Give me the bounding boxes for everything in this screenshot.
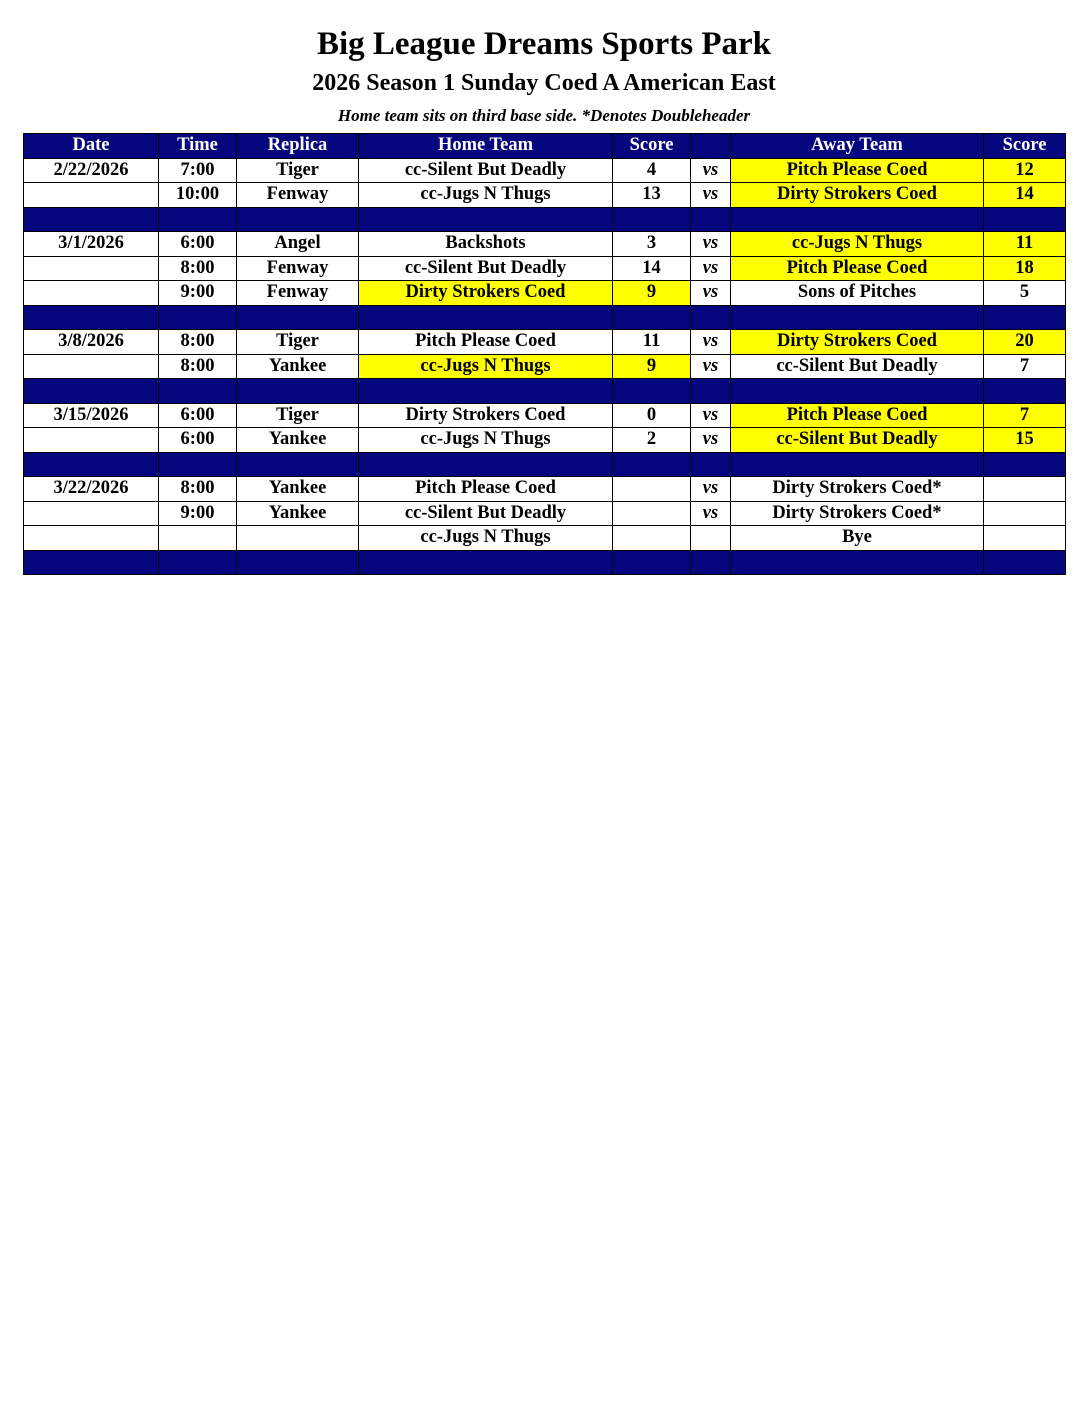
away-team-cell: Pitch Please Coed — [731, 256, 984, 281]
away-team-cell: Bye — [731, 526, 984, 551]
separator-cell — [359, 550, 613, 575]
replica-cell: Yankee — [237, 477, 359, 502]
vs-label: vs — [691, 354, 731, 379]
away-score-cell: 20 — [984, 330, 1066, 355]
home-team-cell: Dirty Strokers Coed — [359, 403, 613, 428]
vs-label: vs — [691, 183, 731, 208]
separator-cell — [159, 305, 237, 330]
away-team-cell: Dirty Strokers Coed* — [731, 501, 984, 526]
col-header-away-score: Score — [984, 134, 1066, 159]
replica-cell: Angel — [237, 232, 359, 257]
separator-cell — [613, 207, 691, 232]
separator-row — [24, 207, 1066, 232]
vs-label: vs — [691, 158, 731, 183]
vs-label — [691, 526, 731, 551]
separator-row — [24, 379, 1066, 404]
separator-cell — [984, 207, 1066, 232]
separator-cell — [691, 452, 731, 477]
home-team-cell: cc-Silent But Deadly — [359, 501, 613, 526]
date-cell: 3/8/2026 — [24, 330, 159, 355]
game-row — [24, 281, 1066, 306]
col-header-home-score: Score — [613, 134, 691, 159]
home-score-cell: 4 — [613, 158, 691, 183]
home-team-cell: cc-Silent But Deadly — [359, 158, 613, 183]
date-cell: 2/22/2026 — [24, 158, 159, 183]
time-cell: 6:00 — [159, 403, 237, 428]
separator-cell — [159, 550, 237, 575]
away-score-cell: 14 — [984, 183, 1066, 208]
vs-label: vs — [691, 477, 731, 502]
separator-cell — [237, 207, 359, 232]
replica-cell: Yankee — [237, 501, 359, 526]
replica-cell: Tiger — [237, 403, 359, 428]
schedule-table — [23, 133, 1066, 575]
away-team-cell: Pitch Please Coed — [731, 403, 984, 428]
game-row — [24, 330, 1066, 355]
separator-cell — [159, 452, 237, 477]
home-score-cell: 13 — [613, 183, 691, 208]
col-header-date: Date — [24, 134, 159, 159]
replica-cell: Fenway — [237, 183, 359, 208]
home-score-cell: 11 — [613, 330, 691, 355]
time-cell: 6:00 — [159, 232, 237, 257]
away-team-cell: Sons of Pitches — [731, 281, 984, 306]
away-score-cell: 15 — [984, 428, 1066, 453]
game-row — [24, 526, 1066, 551]
time-cell: 8:00 — [159, 477, 237, 502]
separator-cell — [691, 379, 731, 404]
separator-cell — [359, 452, 613, 477]
home-score-cell: 9 — [613, 281, 691, 306]
separator-cell — [731, 379, 984, 404]
home-score-cell — [613, 477, 691, 502]
home-team-cell: cc-Silent But Deadly — [359, 256, 613, 281]
time-cell: 8:00 — [159, 256, 237, 281]
separator-cell — [24, 305, 159, 330]
date-cell — [24, 526, 159, 551]
separator-cell — [359, 379, 613, 404]
time-cell: 7:00 — [159, 158, 237, 183]
date-cell: 3/15/2026 — [24, 403, 159, 428]
vs-label: vs — [691, 501, 731, 526]
separator-cell — [613, 452, 691, 477]
replica-cell: Fenway — [237, 281, 359, 306]
game-row — [24, 256, 1066, 281]
away-team-cell: cc-Silent But Deadly — [731, 354, 984, 379]
away-score-cell — [984, 526, 1066, 551]
vs-label: vs — [691, 330, 731, 355]
separator-cell — [613, 550, 691, 575]
col-header-vs — [691, 134, 731, 159]
separator-cell — [24, 550, 159, 575]
away-score-cell: 7 — [984, 403, 1066, 428]
home-score-cell — [613, 501, 691, 526]
game-row — [24, 501, 1066, 526]
separator-cell — [731, 550, 984, 575]
separator-cell — [159, 207, 237, 232]
home-score-cell: 0 — [613, 403, 691, 428]
date-cell — [24, 428, 159, 453]
date-cell: 3/1/2026 — [24, 232, 159, 257]
separator-cell — [24, 379, 159, 404]
home-score-cell: 3 — [613, 232, 691, 257]
away-score-cell: 18 — [984, 256, 1066, 281]
page-title: Big League Dreams Sports Park — [316, 26, 772, 62]
vs-label: vs — [691, 403, 731, 428]
date-cell — [24, 183, 159, 208]
home-score-cell — [613, 526, 691, 551]
col-header-replica: Replica — [237, 134, 359, 159]
replica-cell: Yankee — [237, 428, 359, 453]
time-cell — [159, 526, 237, 551]
game-row — [24, 477, 1066, 502]
away-score-cell — [984, 501, 1066, 526]
away-team-cell: Pitch Please Coed — [731, 158, 984, 183]
col-header-home-team: Home Team — [359, 134, 613, 159]
home-team-cell: cc-Jugs N Thugs — [359, 526, 613, 551]
home-team-cell: cc-Jugs N Thugs — [359, 183, 613, 208]
separator-cell — [24, 452, 159, 477]
replica-cell: Yankee — [237, 354, 359, 379]
home-team-cell: cc-Jugs N Thugs — [359, 354, 613, 379]
home-team-cell: Pitch Please Coed — [359, 330, 613, 355]
away-team-cell: cc-Jugs N Thugs — [731, 232, 984, 257]
home-score-cell: 2 — [613, 428, 691, 453]
separator-cell — [237, 305, 359, 330]
table-header-row — [24, 134, 1066, 159]
time-cell: 8:00 — [159, 330, 237, 355]
schedule-body — [24, 158, 1066, 575]
date-cell: 3/22/2026 — [24, 477, 159, 502]
home-team-cell: Backshots — [359, 232, 613, 257]
away-team-cell: Dirty Strokers Coed — [731, 183, 984, 208]
separator-cell — [159, 379, 237, 404]
separator-cell — [237, 550, 359, 575]
separator-cell — [984, 379, 1066, 404]
col-header-away-team: Away Team — [731, 134, 984, 159]
separator-cell — [691, 550, 731, 575]
home-team-cell: Dirty Strokers Coed — [359, 281, 613, 306]
separator-cell — [731, 305, 984, 330]
game-row — [24, 403, 1066, 428]
separator-cell — [731, 452, 984, 477]
separator-cell — [613, 379, 691, 404]
away-score-cell: 11 — [984, 232, 1066, 257]
vs-label: vs — [691, 281, 731, 306]
game-row — [24, 232, 1066, 257]
away-score-cell: 12 — [984, 158, 1066, 183]
away-team-cell: Dirty Strokers Coed — [731, 330, 984, 355]
home-score-cell: 14 — [613, 256, 691, 281]
separator-row — [24, 550, 1066, 575]
home-team-cell: cc-Jugs N Thugs — [359, 428, 613, 453]
separator-cell — [613, 305, 691, 330]
vs-label: vs — [691, 256, 731, 281]
col-header-time: Time — [159, 134, 237, 159]
separator-row — [24, 305, 1066, 330]
date-cell — [24, 501, 159, 526]
away-team-cell: cc-Silent But Deadly — [731, 428, 984, 453]
date-cell — [24, 256, 159, 281]
away-score-cell — [984, 477, 1066, 502]
time-cell: 8:00 — [159, 354, 237, 379]
time-cell: 9:00 — [159, 501, 237, 526]
home-team-cell: Pitch Please Coed — [359, 477, 613, 502]
separator-cell — [359, 207, 613, 232]
game-row — [24, 428, 1066, 453]
date-cell — [24, 281, 159, 306]
time-cell: 6:00 — [159, 428, 237, 453]
replica-cell: Tiger — [237, 158, 359, 183]
league-subtitle: 2026 Season 1 Sunday Coed A American East — [312, 70, 776, 96]
vs-label: vs — [691, 428, 731, 453]
separator-row — [24, 452, 1066, 477]
home-score-cell: 9 — [613, 354, 691, 379]
time-cell: 9:00 — [159, 281, 237, 306]
replica-cell — [237, 526, 359, 551]
separator-cell — [691, 207, 731, 232]
separator-cell — [24, 207, 159, 232]
replica-cell: Fenway — [237, 256, 359, 281]
game-row — [24, 183, 1066, 208]
away-team-cell: Dirty Strokers Coed* — [731, 477, 984, 502]
separator-cell — [691, 305, 731, 330]
replica-cell: Tiger — [237, 330, 359, 355]
separator-cell — [237, 379, 359, 404]
away-score-cell: 7 — [984, 354, 1066, 379]
separator-cell — [731, 207, 984, 232]
separator-cell — [237, 452, 359, 477]
separator-cell — [984, 305, 1066, 330]
separator-cell — [984, 452, 1066, 477]
game-row — [24, 354, 1066, 379]
date-cell — [24, 354, 159, 379]
time-cell: 10:00 — [159, 183, 237, 208]
away-score-cell: 5 — [984, 281, 1066, 306]
game-row — [24, 158, 1066, 183]
schedule-note: Home team sits on third base side. *Denotes Doubleheader — [337, 106, 751, 125]
separator-cell — [984, 550, 1066, 575]
separator-cell — [359, 305, 613, 330]
vs-label: vs — [691, 232, 731, 257]
